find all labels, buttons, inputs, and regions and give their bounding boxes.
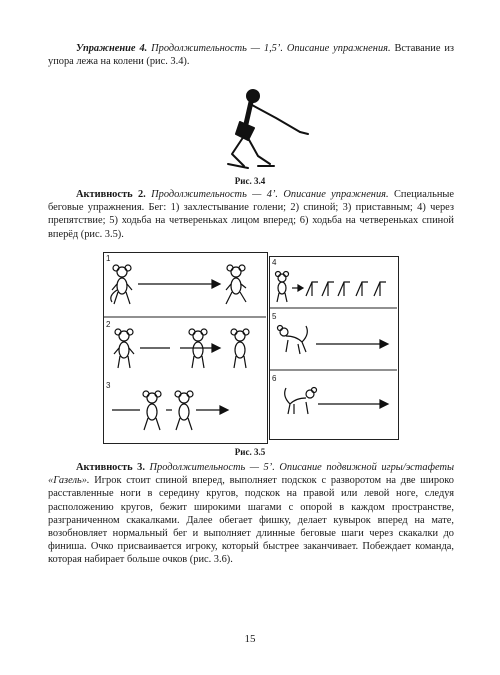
panel-5-drawing [272,322,396,366]
activity-2-desc-label: Описание упражнения. [283,189,389,200]
panel-6-drawing [272,382,396,426]
page-number: 15 [244,633,256,645]
panel-number-1: 1 [106,254,111,263]
activity-2-paragraph [48,188,454,241]
panel-number-4: 4 [272,258,277,267]
exercise-4-text: Вставание из упора лежа на колени (рис. 3.4). [48,43,455,68]
figure-3-4-caption: Рис. 3.4 [234,176,266,186]
activity-3-text: Игрок стоит спиной вперед, выполняет подскок с разворотом на две широко расставленные ноги в середину кругов, подскок на правой или левой ноге, следуя расположению кругов, бежит широкими шагами с опорой в каждом пространстве, разграниченном скакалками. Далее обегает фишку, делает кувырок вперед на мате, возобновляет нормальный бег и выполняет длинные беговые шаги через скакалки до финиша. Очко присваивается игроку, который быстрее заканчивает. Побеждает команда, которая набирает больше очков (рис. 3.6). [48,475,454,566]
activity-3-paragraph [48,461,454,567]
panel-number-3: 3 [106,381,111,390]
panel-number-6: 6 [272,374,277,383]
figure-3-5-caption: Рис. 3.5 [234,447,266,457]
panel-3-drawing [108,388,263,438]
panel-number-5: 5 [272,312,277,321]
exercise-4-desc-label: Описание упражнения. [286,43,391,54]
panel-1-drawing [108,262,263,312]
activity-3-desc-label: Описание подвижной игры/эстафеты «Газель». [48,462,454,487]
exercise-4-duration: Продолжительность — 1,5’. [151,43,283,54]
figure-3-4-athlete-illustration [218,84,318,172]
exercise-4-paragraph [48,42,454,68]
activity-3-duration: Продолжительность — 5’. [149,462,275,473]
activity-3-label: Активность 3. [76,462,145,473]
activity-2-text: Специальные беговые упражнения. Бег: 1) захлестывание голени; 2) спиной; 3) приставным; 4) через препятствие; 5) ходьба на четвереньках лицом вперед; 6) ходьба на четвереньках спиной вперёд (рис. 3.5). [48,189,454,240]
panel-4-drawing [272,266,396,310]
panel-2-drawing [108,326,263,376]
activity-2-label: Активность 2. [76,189,146,200]
exercise-4-label: Упражнение 4. [76,43,148,54]
activity-2-duration: Продолжительность — 4’. [151,189,279,200]
panel-number-2: 2 [106,320,111,329]
